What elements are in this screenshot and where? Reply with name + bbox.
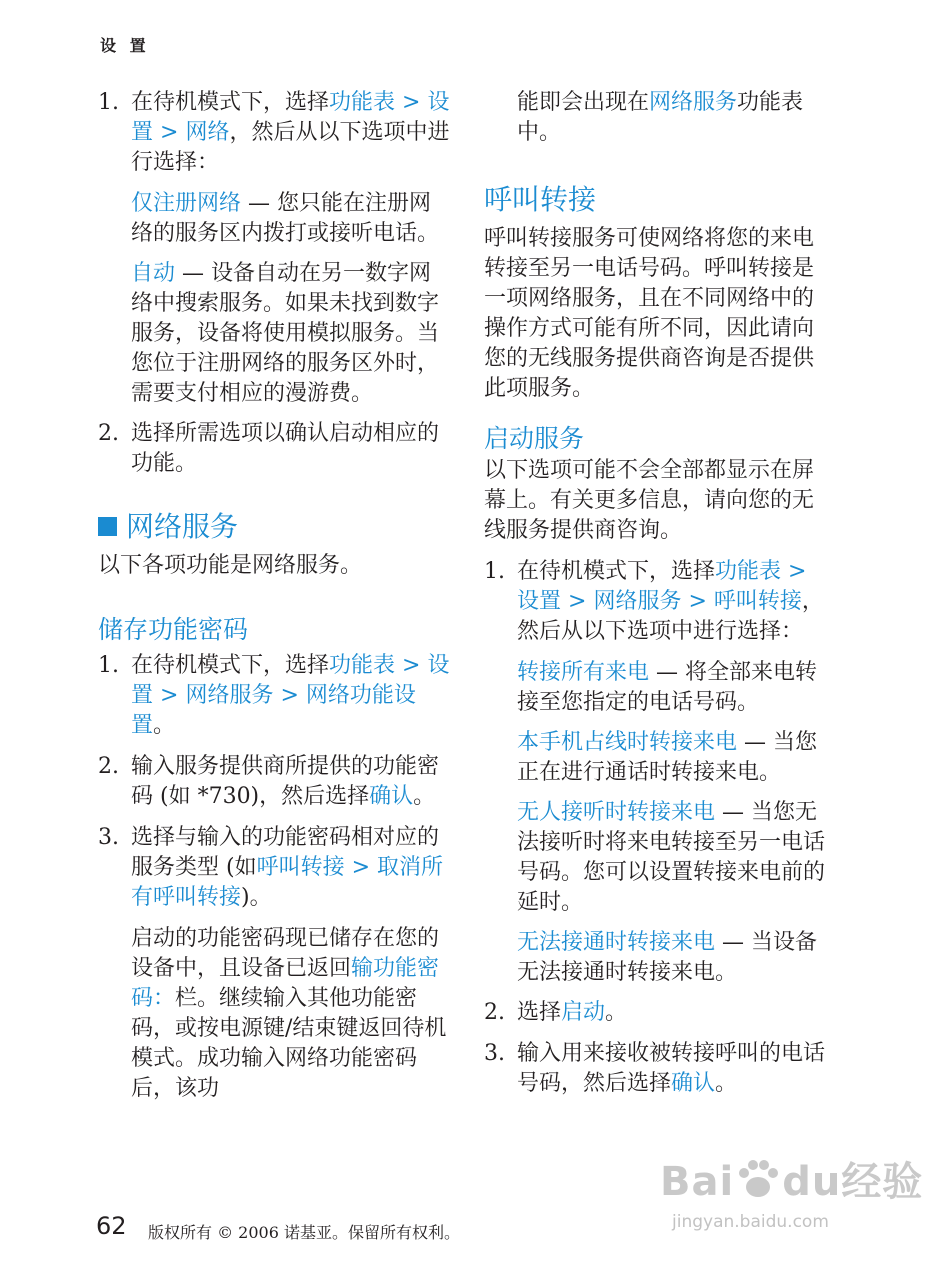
- section-title-text: 网络服务: [126, 510, 239, 543]
- option-label[interactable]: 无人接听时转接来电: [517, 800, 716, 825]
- step-text: 。: [413, 784, 436, 809]
- watermark-text: du: [782, 1159, 842, 1205]
- step-text: 。: [715, 1071, 738, 1096]
- link-settings[interactable]: 设置: [131, 653, 450, 708]
- section-intro: 以下各项功能是网络服务。: [98, 553, 363, 578]
- link-cancel-all-diverts[interactable]: 取消所有呼叫转接: [131, 855, 444, 910]
- link-network-feature-setting[interactable]: 网络功能设置: [131, 683, 416, 738]
- option-label[interactable]: 本手机占线时转接来电: [517, 730, 738, 755]
- square-bullet-icon: [98, 517, 117, 536]
- option-label[interactable]: 转接所有来电: [517, 660, 650, 685]
- watermark-url: jingyan.baidu.com: [672, 1212, 829, 1232]
- note-text: 栏。继续输入其他功能密码，或按电源键/结束键返回待机模式。成功输入网络功能密码后，该功: [131, 986, 447, 1101]
- option-divert-unreachable: [517, 928, 829, 988]
- feature-code-step-1: [98, 651, 450, 741]
- path-separator: >: [395, 653, 428, 678]
- step-text: 选择: [517, 1000, 562, 1025]
- copyright-notice: 版权所有 © 2006 诺基亚。保留所有权利。: [148, 1223, 460, 1242]
- link-settings[interactable]: 设置: [517, 589, 562, 614]
- option-auto: [131, 259, 450, 409]
- note-text: 能即会出现在: [517, 90, 650, 115]
- step-text: 在待机模式下，选择: [131, 90, 330, 115]
- note-text: 功能表中。: [517, 90, 804, 145]
- link-activate[interactable]: 启动: [561, 1000, 606, 1025]
- left-column: [98, 88, 450, 1114]
- feature-code-note: [131, 924, 450, 1104]
- option-text: — 将全部来电转接至您指定的电话号码。: [517, 660, 818, 715]
- link-call-divert[interactable]: 呼叫转接: [713, 589, 802, 614]
- note-text: 启动的功能密码现已储存在您的设备中，且设备已返回: [131, 926, 440, 981]
- watermark-text: Bai: [660, 1159, 735, 1205]
- call-divert-intro: 呼叫转接服务可使网络将您的来电转接至另一电话号码。呼叫转接是一项网络服务，且在不同网络中的操作方式可能有所不同，因此请向您的无线服务提供商咨询是否提供此项服务。: [484, 226, 815, 401]
- link-settings[interactable]: 设置: [131, 90, 450, 145]
- section-title-call-divert: 呼叫转接: [484, 183, 597, 216]
- watermark-logo: [660, 1150, 923, 1207]
- continued-note: [517, 88, 829, 148]
- path-separator: >: [153, 120, 186, 145]
- option-text: — 您只能在注册网络的服务区内拨打或接听电话。: [131, 191, 440, 246]
- step-text: 。: [153, 713, 176, 738]
- network-step-1: [98, 88, 450, 178]
- step-text: 选择所需选项以确认启动相应的功能。: [131, 421, 440, 476]
- link-ok[interactable]: 确认: [369, 784, 414, 809]
- step-text: 。: [605, 1000, 628, 1025]
- link-feature-code-field[interactable]: 输功能密码：: [131, 956, 440, 1011]
- step-text: ，然后从以下选项中进行选择：: [517, 589, 824, 644]
- right-column: [484, 88, 829, 1110]
- option-label[interactable]: 无法接通时转接来电: [517, 930, 716, 955]
- option-text: — 当您无法接听时将来电转接至另一电话号码。您可以设置转接来电前的延时。: [517, 800, 826, 915]
- step-number: 3.: [98, 825, 119, 850]
- option-divert-all: [517, 658, 829, 718]
- step-text: 输入服务提供商所提供的功能密码 (如 *730)，然后选择: [131, 754, 440, 809]
- path-separator: >: [561, 589, 594, 614]
- step-number: 2.: [484, 1000, 505, 1025]
- step-text: )。: [241, 885, 272, 910]
- step-number: 2.: [98, 421, 119, 446]
- link-menu[interactable]: 功能表: [329, 90, 396, 115]
- step-text: 选择与输入的功能密码相对应的服务类型 (如: [131, 825, 440, 880]
- feature-code-step-3: [98, 823, 450, 913]
- option-divert-no-answer: [517, 798, 829, 918]
- subsection-title: 储存功能密码: [98, 615, 249, 644]
- path-separator: >: [681, 589, 714, 614]
- page-header: 设 置: [100, 36, 150, 55]
- link-ok[interactable]: 确认: [671, 1071, 716, 1096]
- path-separator: >: [273, 683, 306, 708]
- step-number: 1.: [98, 90, 119, 115]
- path-separator: >: [781, 559, 807, 584]
- link-network-services[interactable]: 网络服务: [593, 589, 682, 614]
- step-text: 在待机模式下，选择: [131, 653, 330, 678]
- section-title: [98, 509, 450, 545]
- step-number: 3.: [484, 1041, 505, 1066]
- option-text: — 当您正在进行通话时转接来电。: [517, 730, 818, 785]
- path-separator: >: [395, 90, 428, 115]
- step-number: 2.: [98, 754, 119, 779]
- paw-icon: [734, 1157, 782, 1201]
- divert-step-3: [484, 1039, 829, 1099]
- step-text: ，然后从以下选项中进行选择：: [131, 120, 450, 175]
- divert-step-1: [484, 557, 829, 647]
- step-text: 输入用来接收被转接呼叫的电话号码，然后选择: [517, 1041, 826, 1096]
- network-step-2: [98, 419, 450, 479]
- option-label[interactable]: 仅注册网络: [131, 191, 242, 216]
- link-network-services[interactable]: 网络服务: [649, 90, 738, 115]
- divert-step-2: [484, 998, 829, 1028]
- subsection-title-activate: 启动服务: [484, 424, 585, 453]
- path-separator: >: [153, 683, 186, 708]
- activate-intro: 以下选项可能不会全部都显示在屏幕上。有关更多信息，请向您的无线服务提供商咨询。: [484, 458, 815, 543]
- feature-code-step-2: [98, 752, 450, 812]
- step-text: 在待机模式下，选择: [517, 559, 716, 584]
- option-divert-busy: [517, 728, 829, 788]
- link-network[interactable]: 网络: [185, 120, 230, 145]
- link-menu[interactable]: 功能表: [715, 559, 782, 584]
- step-number: 1.: [98, 653, 119, 678]
- watermark-text: 经验: [841, 1159, 924, 1205]
- path-separator: >: [344, 855, 378, 880]
- link-menu[interactable]: 功能表: [329, 653, 396, 678]
- option-text: — 设备自动在另一数字网络中搜索服务。如果未找到数字服务，设备将使用模拟服务。当您位于注册网络的服务区外时，需要支付相应的漫游费。: [131, 261, 440, 406]
- option-text: — 当设备无法接通时转接来电。: [517, 930, 818, 985]
- page-number: 62: [96, 1212, 127, 1240]
- link-network-services[interactable]: 网络服务: [185, 683, 274, 708]
- option-home-network: [131, 189, 450, 249]
- option-label[interactable]: 自动: [131, 261, 176, 286]
- step-number: 1.: [484, 559, 505, 584]
- link-call-divert[interactable]: 呼叫转接: [256, 855, 345, 880]
